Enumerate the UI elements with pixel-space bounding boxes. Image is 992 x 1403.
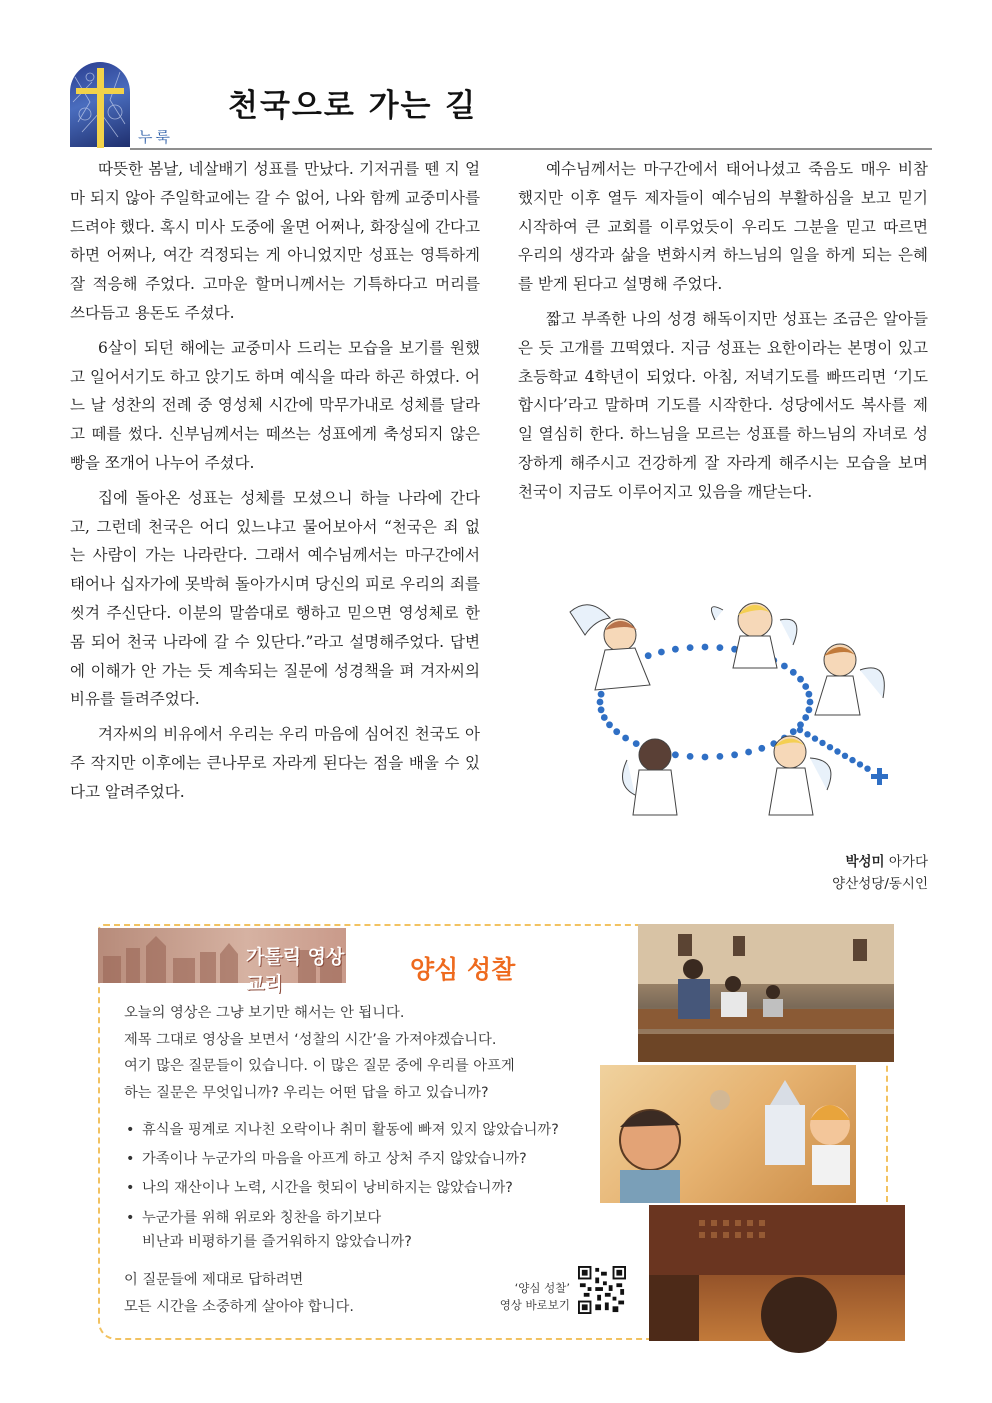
list-item <box>126 1145 559 1174</box>
author-parish: 양산성당/동시인 <box>832 876 928 892</box>
rosary-cross-icon <box>871 768 888 785</box>
rosary-bead <box>613 728 620 735</box>
promo-title: 양심 성찰 <box>410 955 516 984</box>
rosary-bead <box>819 740 825 746</box>
rosary-bead <box>658 649 665 656</box>
rosary-bead <box>806 706 813 713</box>
rosary-bead <box>672 751 679 758</box>
rosary-bead <box>802 683 809 690</box>
rosary-bead <box>717 644 724 651</box>
cross-horizontal <box>76 88 124 94</box>
rosary-bead <box>864 766 870 772</box>
rosary-bead <box>834 748 840 754</box>
bullet-icon: • <box>126 1122 135 1138</box>
list-item-continuation <box>126 1230 559 1254</box>
question-text: 비난과 비평하기를 즐거워하지 않았습니까? <box>142 1234 412 1250</box>
article-paragraph: 겨자씨의 비유에서 우리는 우리 마음에 심어진 천국도 아주 작지만 이후에는 큰나무로 자라게 된다는 점을 배울 수 있다고 알려주었다. <box>70 725 480 801</box>
rosary-bead <box>857 761 863 767</box>
rosary-bead <box>804 731 810 737</box>
article-paragraph: 짧고 부족한 나의 성경 해독이지만 성표는 조금은 알아들은 듯 고개를 끄떡였다. 지금 성표는 요한이라는 본명이 있고 초등학교 4학년이 되었다. 아침, 저녁기도를 빠뜨리면 ‘기도합시다’라고 말하며 기도를 시작한다. 성당에서도 복사를 제일 열심히 한다. 하느님을 모르는 성표를 하느님의 자녀로 성장하게 해주시고 건강하게 잘 자라게 해주시는 모습을 보며 천국이 지금도 이루어지고 있음을 깨닫는다. <box>518 309 928 501</box>
article-paragraph: 집에 돌아온 성표는 성체를 모셨으니 하늘 나라에 간다고, 그런데 천국은 어디 있느냐고 물어보아서 “천국은 죄 없는 사람이 가는 나라란다. 그래서 예수님께서는 마구간에서 태어나 십자가에 못박혀 돌아가시며 당신의 피로 우리의 죄를 씻겨 주신단다. 이분의 말씀대로 행하고 믿으면 영성체로 한 몸 되어 천국 나라에 갈 수 있단다.”라고 설명해주었다. 답변에 이해가 안 가는 듯 계속되는 질문에 성경책을 펴 겨자씨의 비유를 들려주었다. <box>70 488 480 709</box>
rosary-bead <box>802 714 809 721</box>
angel-icon <box>570 605 650 690</box>
rosary-bead <box>622 735 629 742</box>
video-still-illustration <box>600 1065 856 1203</box>
header-rule <box>130 148 932 150</box>
promo-closing <box>124 1267 354 1320</box>
catechism-banner <box>98 928 346 995</box>
question-text: 가족이나 누군가의 마음을 아프게 하고 상처 주지 않았습니까? <box>142 1151 527 1167</box>
qr-label-line: 영상 바로보기 <box>499 1298 570 1312</box>
question-text: 휴식을 핑계로 지나친 오락이나 취미 활동에 빠져 있지 않았습니까? <box>142 1122 559 1138</box>
bullet-icon: • <box>126 1210 135 1226</box>
intro-line: 오늘의 영상은 그냥 보기만 해서는 안 됩니다. <box>124 1005 405 1021</box>
rosary-bead <box>797 676 804 683</box>
rosary-bead <box>702 644 709 651</box>
intro-line: 하는 질문은 무엇입니까? 우리는 어떤 답을 하고 있습니까? <box>124 1084 489 1101</box>
cartoon-people-icon <box>600 1065 856 1203</box>
author-baptismal-name: 아가다 <box>888 854 928 870</box>
rosary-bead <box>842 753 848 759</box>
cross-vertical <box>97 68 104 148</box>
banner-text: 가톨릭 영상 교리 <box>246 946 345 995</box>
article-right-column <box>518 155 928 513</box>
list-item <box>126 1203 559 1230</box>
angels-rosary-illustration <box>555 590 900 835</box>
bullet-icon: • <box>126 1151 135 1167</box>
rosary-bead <box>806 691 813 698</box>
examination-questions <box>126 1116 559 1254</box>
rosary-bead <box>687 753 694 760</box>
rosary-bead <box>598 691 605 698</box>
rosary-bead <box>597 699 604 706</box>
rosary-bead <box>797 727 803 733</box>
article-paragraph: 따뜻한 봄날, 네살배기 성표를 만났다. 기저귀를 뗀 지 얼마 되지 않아 주일학교에는 갈 수 없어, 나와 함께 교중미사를 드려야 했다. 혹시 미사 도중에 울면 어쩌나, 화장실에 간다고 하면 어쩌나, 여간 걱정되는 게 아니었지만 성표는 영특하게 잘 적응해 주었다. 고마운 할머니께서는 기특하다고 머리를 쓰다듬고 용돈도 주셨다. <box>70 160 480 322</box>
rosary-bead <box>827 744 833 750</box>
section-tag: 누룩 <box>138 128 173 146</box>
rosary-bead <box>758 745 765 752</box>
promo-intro <box>124 1000 594 1106</box>
rosary-bead <box>672 646 679 653</box>
rosary-bead <box>598 706 605 713</box>
question-text: 누군가를 위해 위로와 칭찬을 하기보다 <box>142 1210 382 1226</box>
rosary-bead <box>790 669 797 676</box>
rosary-bead <box>687 644 694 651</box>
list-item <box>126 1174 559 1203</box>
rosary-bead <box>702 754 709 761</box>
author-name: 박성미 <box>845 854 885 870</box>
page-title: 천국으로 가는 길 <box>228 88 478 124</box>
qr-label <box>488 1280 570 1314</box>
closing-line: 모든 시간을 소중하게 살아야 합니다. <box>124 1298 354 1315</box>
article-left-column <box>70 155 480 813</box>
rosary-bead <box>633 740 640 747</box>
confession-booth-icon <box>649 1205 905 1341</box>
angel-icon <box>815 644 884 715</box>
rosary-bead <box>731 751 738 758</box>
angel-icon <box>711 603 796 668</box>
closing-line: 이 질문들에 제대로 답하려면 <box>124 1272 304 1288</box>
church-interior-icon <box>638 924 894 1062</box>
rosary-bead <box>717 753 724 760</box>
rosary-bead <box>745 749 752 756</box>
article-paragraph: 6살이 되던 해에는 교중미사 드리는 모습을 보기를 원했고 일어서기도 하고 앉기도 하며 예식을 따라 하곤 하였다. 어느 날 성찬의 전례 중 영성체 시간에 막무가내로 성체를 달라고 떼를 썼다. 신부님께서는 떼쓰는 성표에게 축성되지 않은 빵을 쪼개어 나누어 주셨다. <box>70 338 480 472</box>
author-byline <box>832 851 928 895</box>
rosary-bead <box>601 714 608 721</box>
question-text: 나의 재산이나 노력, 시간을 헛되이 낭비하지는 않았습니까? <box>142 1180 513 1196</box>
list-item <box>126 1116 559 1145</box>
bullet-icon: • <box>126 1180 135 1196</box>
article-paragraph: 예수님께서는 마구간에서 태어나셨고 죽음도 매우 비참했지만 이후 열두 제자들이 예수님의 부활하심을 보고 믿기 시작하여 큰 교회를 이루었듯이 우리도 그분을 믿고 따르면 우리의 생각과 삶을 변화시켜 하느님의 일을 하게 되는 은혜를 받게 된다고 설명해 주었다. <box>518 160 928 294</box>
video-still-confession <box>649 1205 905 1341</box>
video-still-church <box>638 924 894 1062</box>
rosary-bead <box>645 652 652 659</box>
qr-code-icon[interactable] <box>578 1266 626 1314</box>
rosary-bead <box>849 757 855 763</box>
rosary-bead <box>807 699 814 706</box>
intro-line: 여기 많은 질문들이 있습니다. 이 많은 질문 중에 우리를 아프게 <box>124 1058 515 1074</box>
rosary-bead <box>606 721 613 728</box>
intro-line: 제목 그대로 영상을 보면서 ‘성찰의 시간’을 가져야겠습니다. <box>124 1031 497 1048</box>
angel-icon <box>623 739 678 815</box>
qr-label-line: ‘양심 성찰’ <box>514 1281 570 1295</box>
rosary-bead <box>781 663 788 670</box>
rosary-bead <box>812 735 818 741</box>
angel-icon <box>769 736 831 815</box>
rosary-bead <box>790 728 797 735</box>
nuruk-logo <box>70 62 130 147</box>
